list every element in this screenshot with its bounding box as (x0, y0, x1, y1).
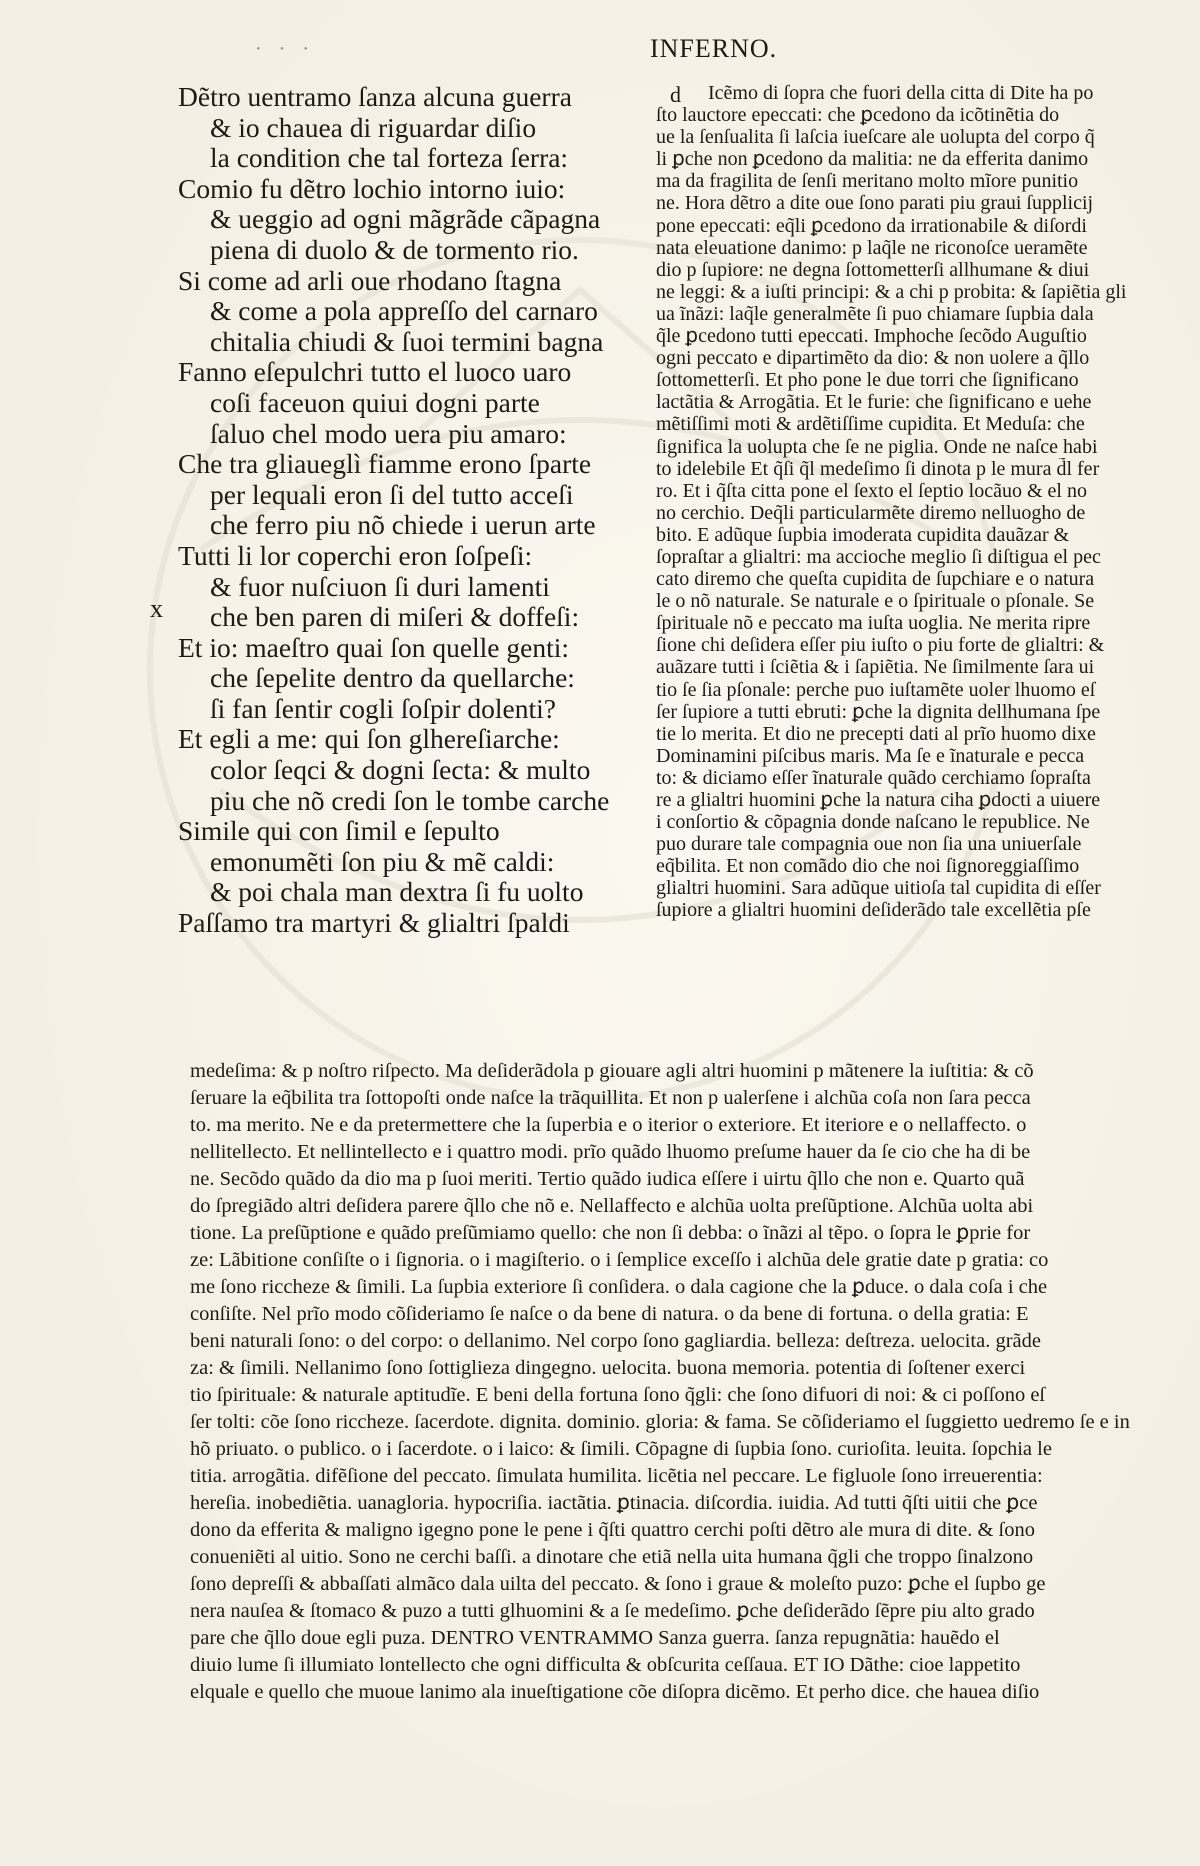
commentary-line: za: & ſimili. Nellanimo ſono ſottiglieza dingegno. uelocita. buona memoria. potentia di ſoſtener exerci (190, 1357, 1026, 1379)
commentary-line: ne. Secõdo quãdo da dio ma p ſuoi meriti. Tertio quãdo iudica eſſere i uirtu q̃llo che non e. Quarto quã (190, 1168, 1025, 1190)
commentary-line: me ſono riccheze & ſimili. La ſupbia exteriore ſi conſidera. o dala cagione che la ꝑduce. o dala coſa i che (190, 1276, 1048, 1298)
commentary-line: ro. Et i q̃ſta citta pone el ſexto el ſeptio locãuo & el no (656, 479, 1087, 502)
commentary-line: tie lo merita. Et dio ne precepti dati al prĩo huomo dixe (656, 722, 1096, 745)
commentary-line: re a glialtri huomini ꝑche la natura ciha ꝑdocti a uiuere (656, 789, 1101, 811)
verse-line: Comio fu dẽtro lochio intorno iuio: (178, 172, 566, 204)
commentary-line: nellitellecto. Et nellintellecto e i quattro modi. prĩo quãdo lhuomo preſume hauer da ſe cio che ha di be (190, 1141, 1031, 1163)
commentary-line: li ꝑche non ꝑcedono da malitia: ne da efferita danimo (656, 148, 1089, 171)
commentary-line: to idelebile Et q̃ſi q̃l medeſimo ſi dinota p le mura d̃l fer (656, 457, 1100, 480)
verse-line: emonumẽti ſon piu & mẽ caldi: (210, 845, 555, 877)
commentary-line: dio p ſupiore: ne degna ſottometterſi allhumane & diui (656, 258, 1090, 281)
commentary-line: ſopraſtar a glialtri: ma accioche meglio ſi diſtigua el pec (656, 545, 1101, 568)
commentary-line: Icẽmo di ſopra che fuori della citta di Dite ha po (708, 82, 1094, 104)
commentary-line: bito. E adũque ſupbia imoderata cupidita dauãzar & (656, 523, 1070, 546)
commentary-line: tio ſe ſia pſonale: perche puo iuſtamẽte uoler lhuomo eſ (656, 678, 1096, 701)
commentary-line: q̃le ꝑcedono tutti epeccati. Imphoche ſecõdo Auguſtio (656, 325, 1087, 348)
verse-line: Tutti li lor coperchi eron ſoſpeſi: (178, 539, 533, 571)
commentary-line: ſono depreſſi & abbaſſati almãco dala uilta del peccato. & ſono i graue & moleſto puzo: ꝑche el ſupbo ge (190, 1573, 1046, 1595)
commentary-line: glialtri huomini. Sara adũque uitioſa tal cupidita di eſſer (656, 877, 1101, 900)
commentary-line: tione. La preſũptione e quãdo preſũmiamo quello: che non ſi debba: o ĩnãzi al tẽpo. o ſopra le ꝑprie for (190, 1222, 1031, 1244)
verse-column (178, 82, 658, 939)
commentary-line: ſignifica la uolupta che ſe ne piglia. Onde ne naſce habi (656, 435, 1098, 458)
commentary-line: ogni peccato e dipartimẽto da dio: & non uolere a q̃llo (656, 347, 1090, 370)
commentary-line: to. ma merito. Ne e da pretermettere che la ſuperbia e o iterior o exteriore. Et iteriore e o nellaffecto. o (190, 1114, 1027, 1136)
commentary-line: ne leggi: & a iuſti principi: & a chi p probita: & ſapiẽtia gli (656, 280, 1127, 303)
commentary-line: pare che q̃llo doue egli puza. DENTRO VENTRAMMO Sanza guerra. ſanza repugnãtia: hauẽdo el (190, 1627, 1000, 1649)
commentary-line: pone epeccati: eq̃li ꝑcedono da irrationabile & diſordi (656, 214, 1087, 237)
running-title: INFERNO. (650, 34, 778, 63)
commentary-line: ua ĩnãzi: laq̃le generalmẽte ſi puo chiamare ſupbia dala (656, 302, 1094, 325)
commentary-line: ſpirituale nõ e peccato ma iuſta uoglia. Ne merita ripre (656, 612, 1091, 635)
verse-line: Et io: maeſtro quai ſon quelle genti: (178, 631, 570, 663)
commentary-initial: d (670, 82, 681, 107)
commentary-line: puo durare tale compagnia oue non ſia una uniuerſale (656, 833, 1082, 856)
verse-line: ſi fan ſentir cogli ſoſpir dolenti? (210, 692, 556, 724)
commentary-line: ſer tolti: cõe ſono riccheze. ſacerdote. dignita. dominio. gloria: & fama. Se cõſideriamo el ſuggietto uedremo ſe e in (190, 1411, 1130, 1433)
commentary-line: ue la ſenſualita ſi laſcia iueſcare ale uolupta del corpo q̃ (656, 126, 1095, 149)
verse-line: & io chauea di riguardar diſio (210, 111, 537, 143)
verse-line: piena di duolo & de tormento rio. (210, 233, 579, 265)
header-ornament: · · · (255, 38, 315, 60)
verse-line: che ferro piu nõ chiede i uerun arte (210, 509, 596, 541)
verse-line: piu che nõ credi ſon le tombe carche (210, 784, 610, 816)
commentary-full-width (190, 1058, 1180, 1706)
commentary-line: Dominamini piſcibus maris. Ma ſe e ĩnaturale e pecca (656, 744, 1085, 767)
verse-line: & poi chala man dextra ſi fu uolto (210, 876, 584, 908)
commentary-line: i conſortio & cõpagnia donde naſcano le republice. Ne (656, 811, 1090, 834)
commentary-line: ſione chi deſidera eſſer piu iuſto o piu forte de glialtri: & (656, 634, 1105, 657)
verse-line: Paſſamo tra martyri & glialtri ſpaldi (178, 907, 570, 939)
verse-line: ſaluo chel modo uera piu amaro: (210, 417, 567, 449)
verse-line: che ſepelite dentro da quellarche: (210, 662, 575, 694)
verse-line: chitalia chiudi & ſuoi termini bagna (210, 325, 604, 357)
verse-line: & fuor nuſciuon ſi duri lamenti (210, 570, 550, 602)
commentary-line: to: & diciamo eſſer ĩnaturale quãdo cerchiamo ſopraſta (656, 766, 1091, 789)
commentary-line: medeſima: & p noſtro riſpecto. Ma deſiderãdola p giouare agli altri huomini p mãtenere la iuſtitia: & cõ (190, 1060, 1034, 1082)
commentary-right-column (656, 82, 1176, 922)
verse-line: Fanno eſepulchri tutto el luoco uaro (178, 356, 572, 388)
verse-line: Et egli a me: qui ſon glhereſiarche: (178, 723, 560, 755)
commentary-line: ze: Lãbitione conſiſte o i ſignoria. o i magiſterio. o i ſemplice exceſſo i alchũa dele gratie date p gratia: co (190, 1249, 1049, 1271)
commentary-line: nata eleuatione danimo: p laq̃le ne riconoſce ueramẽte (656, 236, 1088, 259)
commentary-line: cato diremo che queſta cupidita de ſupchiare e o natura (656, 568, 1095, 591)
commentary-line: eq̃bilita. Et non comãdo dio che noi ſignoreggiaſſimo (656, 855, 1080, 878)
commentary-line: elquale e quello che muoue lanimo ala inueſtigatione cõe diſopra dicẽmo. Et perho dice. che hauea diſio (190, 1681, 1040, 1703)
margin-mark: x (150, 594, 163, 623)
commentary-line: ſupiore a glialtri huomini deſiderãdo tale excellẽtia pſe (656, 899, 1091, 922)
commentary-line: no cerchio. Deq̃li particularmẽte diremo nelluogho de (656, 501, 1086, 524)
commentary-line: ſto lauctore epeccati: che ꝑcedono da icõtinẽtia do (656, 104, 1060, 127)
commentary-line: le o nõ naturale. Se naturale e o ſpirituale o pſonale. Se (656, 590, 1095, 613)
commentary-line: do ſpregiãdo altri deſidera parere q̃llo che nõ e. Nellaffecto e alchũa uolta preſũptione. Alchũa uolta abi (190, 1195, 1034, 1217)
commentary-line: hereſia. inobediẽtia. uanagloria. hypocriſia. iactãtia. ꝑtinacia. diſcordia. iuidia. Ad tutti q̃ſti uitii che ꝑce (190, 1492, 1038, 1514)
commentary-line: beni naturali ſono: o del corpo: o dellanimo. Nel corpo ſono gagliardia. belleza: deſtreza. uelocita. grãde (190, 1330, 1042, 1352)
verse-line: Che tra gliaueglì fiamme erono ſparte (178, 448, 592, 480)
commentary-line: tio ſpirituale: & naturale aptitudĩe. E beni della fortuna ſono q̃gli: che ſono difuori di noi: & ci poſſono eſ (190, 1384, 1046, 1406)
commentary-line: diuio lume ſi illumiato lontellecto che ogni difficulta & obſcurita ceſſaua. ET IO Dãthe: cioe lappetito (190, 1654, 1021, 1676)
commentary-line: dono da efferita & maligno igegno pone le pene i q̃ſti quattro cerchi poſti dẽtro ale mura di dite. & ſono (190, 1519, 1036, 1541)
verse-line: che ben paren di miſeri & doffeſi: (210, 601, 580, 633)
commentary-line: hõ priuato. o publico. o i ſacerdote. o i laico: & ſimili. Cõpagne di ſupbia ſono. curioſita. leuita. ſopchia le (190, 1438, 1052, 1460)
commentary-line: mẽtiſſimi moti & ardẽtiſſime cupidita. Et Meduſa: che (656, 413, 1085, 436)
commentary-line: ſeruare la eq̃bilita tra ſottopoſti onde naſce la trãquillita. Et non p ualerſene i alchũa coſa non ſara pecca (190, 1087, 1031, 1109)
verse-line: Dẽtro uentramo ſanza alcuna guerra (178, 81, 572, 112)
commentary-line: titia. arrogãtia. difẽſione del peccato. ſimulata humilita. licẽtia nel peccare. Le figluole ſono irreuerentia: (190, 1465, 1043, 1487)
commentary-line: ne. Hora dẽtro a dite oue ſono parati piu graui ſupplicij (656, 192, 1094, 215)
verse-line: & come a pola appreſſo del carnaro (210, 295, 598, 327)
commentary-line: ſer ſupiore a tutti ebruti: ꝑche la dignita dellhumana ſpe (656, 700, 1101, 723)
verse-line: & ueggio ad ogni mãgrãde cãpagna (210, 203, 601, 235)
verse-line: coſi faceuon quiui dogni parte (210, 386, 540, 418)
commentary-line: conueniẽti al uitio. Sono ne cerchi baſſi. a dinotare che etiã nella uita humana q̃gli che troppo ſinalzono (190, 1546, 1034, 1568)
verse-line: per lequali eron ſi del tutto acceſi (210, 478, 574, 510)
commentary-line: ſottometterſi. Et pho pone le due torri che ſignificano (656, 369, 1079, 392)
commentary-line: auãzare tutti i ſciẽtia & i ſapiẽtia. Ne ſimilmente ſara ui (656, 656, 1095, 679)
commentary-line: nera nauſea & ſtomaco & puzo a tutti glhuomini & a ſe medeſimo. ꝑche deſiderãdo ſẽpre piu alto grado (190, 1600, 1035, 1622)
commentary-line: conſiſte. Nel prĩo modo cõſideriamo ſe naſce o da bene di natura. o da bene di fortuna. o della gratia: E (190, 1303, 1029, 1325)
commentary-line: lactãtia & Arrogãtia. Et le furie: che ſignificano e uehe (656, 391, 1092, 414)
commentary-line: ma da fragilita de ſenſi meritano molto mĩore punitio (656, 170, 1079, 193)
verse-line: la condition che tal forteza ſerra: (210, 142, 569, 174)
verse-line: color ſeqci & dogni ſecta: & multo (210, 754, 591, 786)
verse-line: Si come ad arli oue rhodano ſtagna (178, 264, 562, 296)
verse-line: Simile qui con ſimil e ſepulto (178, 815, 500, 847)
